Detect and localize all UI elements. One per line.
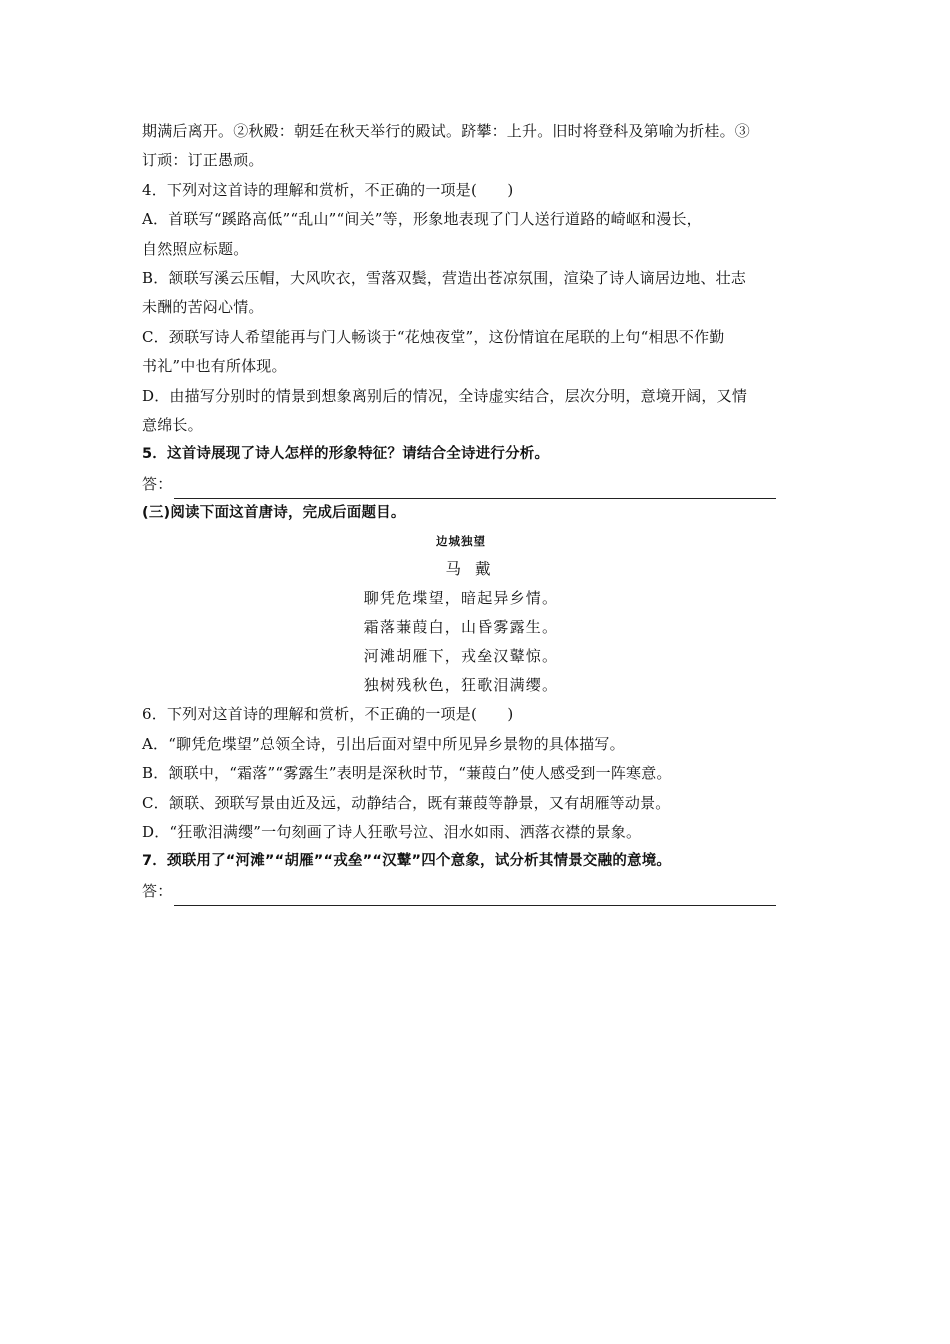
q4-option-b-line-1: B．颔联写溪云压帽，大风吹衣，雪落双鬓，营造出苍凉氛围，渲染了诗人谪居边地、壮志 [142,268,747,287]
section-3-heading: (三)阅读下面这首唐诗，完成后面题目。 [142,505,406,522]
q4-option-b-line-2: 未酬的苦闷心情。 [142,298,264,317]
q4-option-d-line-1: D．由描写分别时的情景到想象离别后的情况，全诗虚实结合，层次分明，意境开阔，又情 [142,386,748,405]
q7-answer-label: 答： [142,881,173,900]
poem-line-4: 独树残秋色，狂歌泪满缨。 [363,676,559,695]
q5-answer-blank[interactable] [174,477,776,499]
question-5-stem: 5．这首诗展现了诗人怎样的形象特征？请结合全诗进行分析。 [142,446,550,463]
poem-title: 边城独望 [436,534,486,549]
q7-answer-row [142,877,812,906]
poem-line-3: 河滩胡雁下，戎垒汉鼙惊。 [363,647,559,666]
q4-option-d-line-2: 意绵长。 [142,415,203,434]
document-page [142,117,812,906]
note-line-2: 订顽：订正愚顽。 [142,151,264,170]
poem-line-1: 聊凭危堞望，暗起异乡情。 [363,589,559,608]
q6-option-a: A．“聊凭危堞望”总领全诗，引出后面对望中所见异乡景物的具体描写。 [142,734,625,753]
q4-option-c-line-2: 书礼”中也有所体现。 [142,357,287,376]
question-7-stem: 7．颈联用了“河滩”“胡雁”“戎垒”“汉鼙”四个意象，试分析其情景交融的意境。 [142,853,672,870]
poem-line-2: 霜落蒹葭白，山昏雾露生。 [363,618,559,637]
q6-option-b: B．颔联中，“霜落”“雾露生”表明是深秋时节，“蒹葭白”使人感受到一阵寒意。 [142,764,672,783]
question-6-stem: 6．下列对这首诗的理解和赏析，不正确的一项是( ) [142,705,514,724]
q4-option-a-line-1: A．首联写“蹊路高低”“乱山”“间关”等，形象地表现了门人送行道路的崎岖和漫长， [142,210,702,229]
q6-option-c: C．颔联、颈联写景由近及远，动静结合，既有蒹葭等静景，又有胡雁等动景。 [142,793,671,812]
q5-answer-label: 答： [142,474,173,493]
q4-option-c-line-1: C．颈联写诗人希望能再与门人畅谈于“花烛夜堂”，这份情谊在尾联的上句“相思不作勤 [142,327,725,346]
q7-answer-blank[interactable] [174,884,776,906]
note-line-1: 期满后离开。②秋殿：朝廷在秋天举行的殿试。跻攀：上升。旧时将登科及第喻为折桂。③ [142,122,751,140]
q4-option-a-line-2: 自然照应标题。 [142,239,249,258]
q6-option-d: D．“狂歌泪满缨”一句刻画了诗人狂歌号泣、泪水如雨、洒落衣襟的景象。 [142,823,642,842]
q5-answer-row [142,470,812,499]
question-4-stem: 4．下列对这首诗的理解和赏析，不正确的一项是( ) [142,180,514,199]
poem-author: 马戴 [445,560,505,579]
